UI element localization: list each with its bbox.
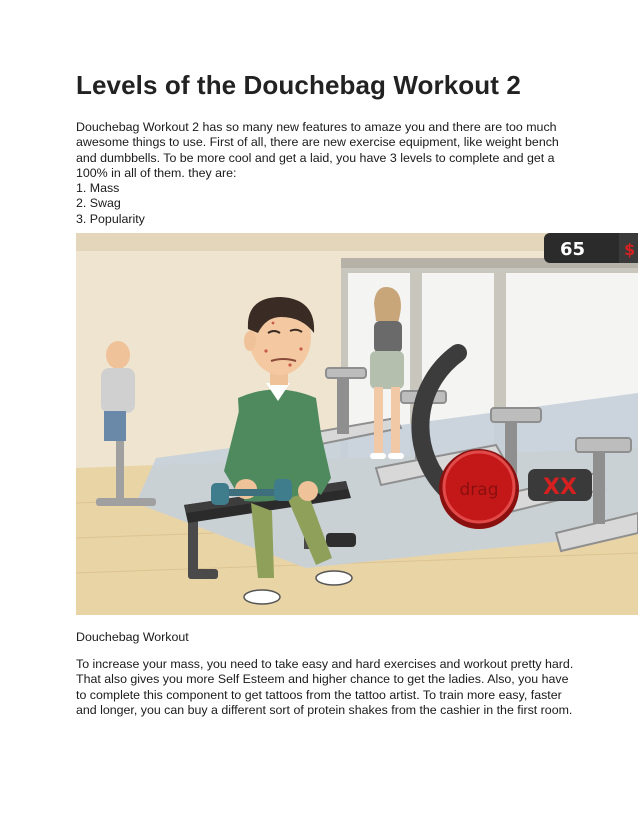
strikes-text: XX xyxy=(543,475,577,500)
drag-label: drag xyxy=(459,480,499,500)
game-scene xyxy=(76,233,638,615)
intro-paragraph: Douchebag Workout 2 has so many new features to amaze you and there are too much awesome things to use. First of all, there are new exercise equipment, like weight bench and dumbbells. To be more cool and get a laid, you have 3 levels to complete and get a 100% in all of them. they are: xyxy=(76,120,559,180)
list-item-popularity: 3. Popularity xyxy=(76,211,145,226)
intro-section xyxy=(76,120,576,227)
score-panel xyxy=(544,233,638,263)
figure-caption: Douchebag Workout xyxy=(76,630,189,644)
body-section xyxy=(76,657,576,718)
score-value: 65 xyxy=(560,239,586,260)
drag-button[interactable] xyxy=(439,449,519,529)
strikes-indicator xyxy=(528,469,592,501)
game-screenshot xyxy=(76,233,638,615)
list-item-swag: 2. Swag xyxy=(76,196,121,211)
currency-icon: $ xyxy=(624,240,636,259)
body-paragraph: To increase your mass, you need to take easy and hard exercises and workout pretty hard. That also gives you more Self Esteem and higher chance to get the ladies. Also, you have to complete this component to get tattoos from the tattoo artist. To train more easy, faster and longer, you can buy a different sort of protein shakes from the cashier in the first room. xyxy=(76,657,574,717)
list-item-mass: 1. Mass xyxy=(76,181,120,196)
page-title: Levels of the Douchebag Workout 2 xyxy=(76,70,521,100)
